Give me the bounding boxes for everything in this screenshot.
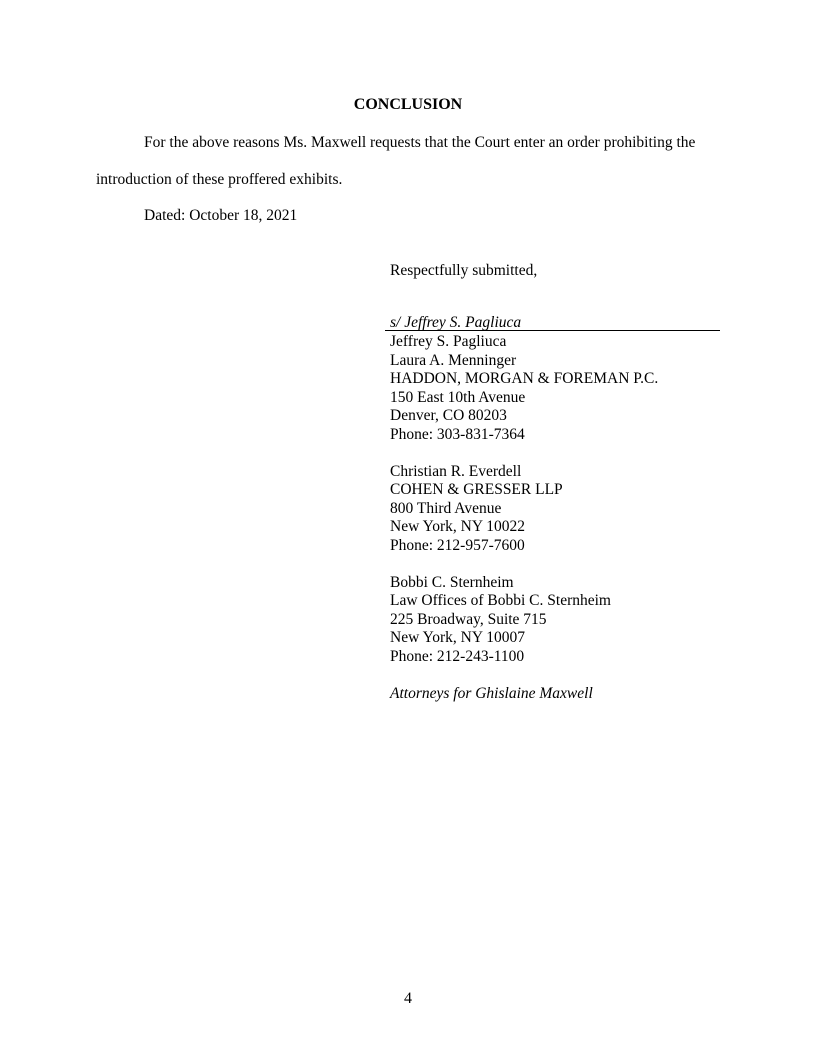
page-number: 4: [404, 990, 412, 1007]
attorney-name-3: Christian R. Everdell: [390, 462, 522, 480]
signature-line: s/ Jeffrey S. Pagliuca: [385, 314, 720, 331]
firm-phone-3: Phone: 212-243-1100: [390, 647, 525, 665]
paragraph-line-2: introduction of these proffered exhibits.: [96, 171, 343, 188]
attorney-name-2: Laura A. Menninger: [390, 351, 517, 369]
dated-line: Dated: October 18, 2021: [144, 207, 298, 224]
signature-block: [390, 333, 720, 703]
paragraph-line-1: For the above reasons Ms. Maxwell requests that the Court enter an order prohibiting the: [144, 134, 696, 151]
section-heading: CONCLUSION: [353, 96, 463, 113]
attorneys-for-line: Attorneys for Ghislaine Maxwell: [390, 684, 593, 702]
firm-address-1b: Denver, CO 80203: [390, 407, 507, 424]
attorney-name-1: Jeffrey S. Pagliuca: [390, 333, 507, 350]
firm-address-2a: 800 Third Avenue: [390, 499, 502, 517]
firm-address-1a: 150 East 10th Avenue: [390, 388, 526, 406]
attorney-name-4: Bobbi C. Sternheim: [390, 573, 514, 591]
firm-name-3: Law Offices of Bobbi C. Sternheim: [390, 592, 611, 609]
firm-address-3a: 225 Broadway, Suite 715: [390, 610, 547, 628]
firm-name-2: COHEN & GRESSER LLP: [390, 481, 563, 498]
firm-address-2b: New York, NY 10022: [390, 518, 526, 535]
firm-name-1: HADDON, MORGAN & FOREMAN P.C.: [390, 370, 659, 387]
firm-phone-1: Phone: 303-831-7364: [390, 425, 525, 443]
firm-address-3b: New York, NY 10007: [390, 629, 526, 646]
firm-phone-2: Phone: 212-957-7600: [390, 536, 525, 554]
closing-salutation: Respectfully submitted,: [390, 262, 538, 279]
